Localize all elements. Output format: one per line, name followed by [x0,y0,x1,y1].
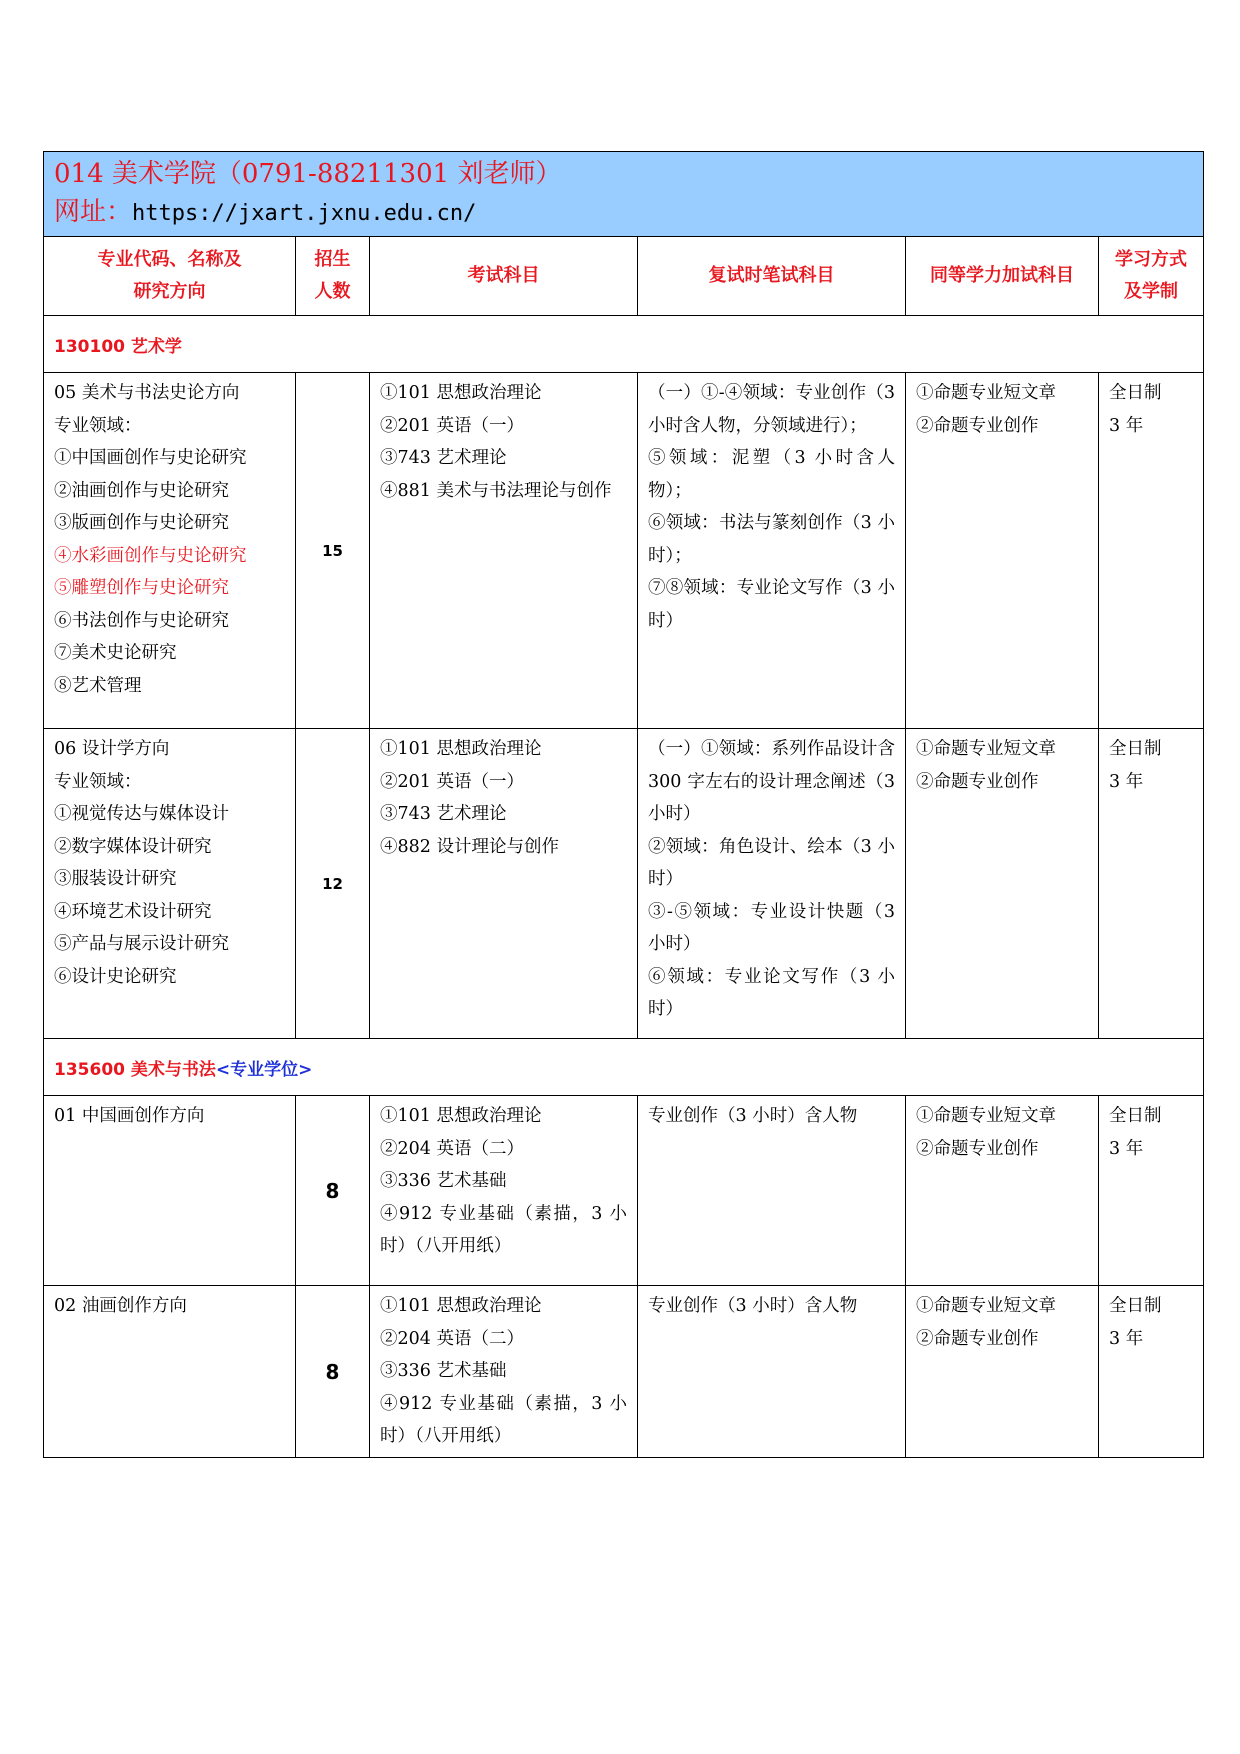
enrollment-count: 8 [296,1286,370,1458]
exam-subjects-cell: ①101 思想政治理论 ②204 英语（二） ③336 艺术基础 ④912 专业基础（素描，3 小时）（八开用纸） [370,1286,638,1458]
exam-subjects-cell: ①101 思想政治理论 ②204 英语（二） ③336 艺术基础 ④912 专业基础（素描，3 小时）（八开用纸） [370,1096,638,1286]
enrollment-count: 8 [296,1096,370,1286]
study-mode-cell: 全日制 3 年 [1099,1096,1204,1286]
study-mode-cell: 全日制 3 年 [1099,729,1204,1039]
table-row [44,1096,1204,1286]
study-mode-cell: 全日制 3 年 [1099,1286,1204,1458]
admissions-document [43,151,1203,1458]
direction-cell: 01 中国画创作方向 [44,1096,296,1286]
col-header-major: 专业代码、名称及 研究方向 [44,237,296,316]
exam-subjects-cell: ①101 思想政治理论 ②201 英语（一） ③743 艺术理论 ④882 设计理论与创作 [370,729,638,1039]
college-title: 014 美术学院（0791-88211301 刘老师） [54,159,562,189]
website-label: 网址： [54,197,133,227]
direction-cell: 02 油画创作方向 [44,1286,296,1458]
section-row [44,316,1204,373]
column-headers [44,237,1204,316]
table-row [44,729,1204,1039]
section-title: 135600 美术与书法 [54,1059,216,1080]
section-degree-type: <专业学位> [215,1059,313,1080]
col-header-retest: 复试时笔试科目 [638,237,906,316]
admissions-table [43,151,1204,1458]
retest-subjects-cell: （一）①领域：系列作品设计含 300 字左右的设计理念阐述（3 小时） ②领域：角色设计、绘本（3 小时） ③-⑤领域：专业设计快题（3 小时） ⑥领域：专业论文写作（3 小时） [638,729,906,1039]
col-header-study-mode: 学习方式 及学制 [1099,237,1204,316]
col-header-additional: 同等学力加试科目 [906,237,1099,316]
college-header [44,152,1204,237]
enrollment-count: 15 [296,373,370,729]
col-header-exams: 考试科目 [370,237,638,316]
additional-subjects-cell: ①命题专业短文章 ②命题专业创作 [906,729,1099,1039]
table-row [44,1286,1204,1458]
direction-cell: 06 设计学方向 专业领域： ①视觉传达与媒体设计 ②数字媒体设计研究 ③服装设计研究 ④环境艺术设计研究 ⑤产品与展示设计研究 ⑥设计史论研究 [44,729,296,1039]
study-mode-cell: 全日制 3 年 [1099,373,1204,729]
direction-cell: 05 美术与书法史论方向 专业领域： ①中国画创作与史论研究 ②油画创作与史论研究 ③版画创作与史论研究 ④水彩画创作与史论研究 ⑤雕塑创作与史论研究 ⑥书法创作与史论研究 ⑦美术史论研究 ⑧艺术管理 [44,373,296,729]
col-header-enrollment: 招生 人数 [296,237,370,316]
college-website [54,192,1193,234]
additional-subjects-cell: ①命题专业短文章 ②命题专业创作 [906,1096,1099,1286]
section-row [44,1039,1204,1096]
retest-subjects-cell: （一）①-④领域：专业创作（3 小时含人物，分领域进行）； ⑤领域：泥塑（3 小时含人物）； ⑥领域：书法与篆刻创作（3 小时）； ⑦⑧领域：专业论文写作（3 小时） [638,373,906,729]
exam-subjects-cell: ①101 思想政治理论 ②201 英语（一） ③743 艺术理论 ④881 美术与书法理论与创作 [370,373,638,729]
additional-subjects-cell: ①命题专业短文章 ②命题专业创作 [906,1286,1099,1458]
website-url[interactable]: https://jxart.jxnu.edu.cn/ [132,201,477,226]
additional-subjects-cell: ①命题专业短文章 ②命题专业创作 [906,373,1099,729]
section-title: 130100 艺术学 [54,336,182,357]
table-row [44,373,1204,729]
retest-subjects-cell: 专业创作（3 小时）含人物 [638,1286,906,1458]
enrollment-count: 12 [296,729,370,1039]
retest-subjects-cell: 专业创作（3 小时）含人物 [638,1096,906,1286]
